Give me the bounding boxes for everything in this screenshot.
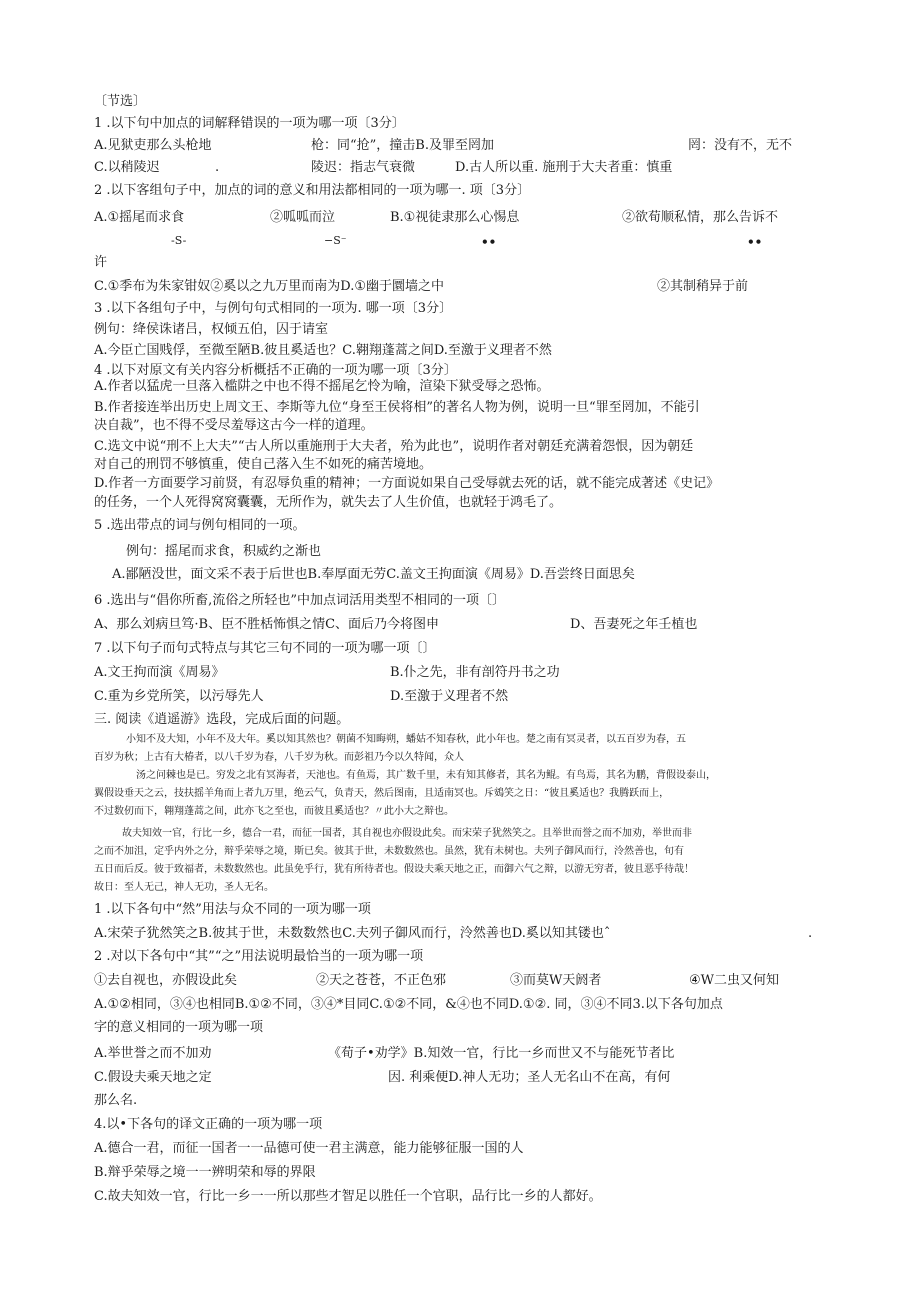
- option-text: A、那么刘病旦笃·B、臣不胜栝怖惧之情C、面后乃今将图申: [94, 617, 440, 632]
- option-text: D.古人所以重. 施刑于大夫者重：慎重: [455, 160, 673, 175]
- option-text: 罔：没有不，无不: [688, 138, 793, 153]
- question-stem: 6 .选出与“倡你所畜,流俗之所轻也”中加点词活用类型不相同的一项〔〕: [94, 593, 505, 608]
- question-stem: 3 .以下各组句子中，与例句句式相同的一项为. 哪一项〔3分〕: [94, 301, 453, 316]
- passage-line: 故日：至人无己，神人无功，圣人无名。: [94, 882, 274, 893]
- option-text: 陵迟：指志气衰微: [311, 160, 416, 175]
- question-stem: 字的意义相同的一项为哪一项: [94, 1020, 264, 1035]
- option-text: ②其制稍异于前: [657, 279, 749, 294]
- emphasis-marks: −S⁻: [324, 234, 347, 247]
- passage-line: 汤之问棘也是已。穷发之北有冥海者，天池也。有鱼焉，其广数千里，未有知其修者，其名为鲲。有鸟焉，其名为鹏，背假设泰山，: [136, 770, 716, 781]
- question-stem: 1 .以下各句中“然”用法与众不同的一项为哪一项: [94, 902, 371, 917]
- question-stem: 5 .选出带点的词与例句相同的一项。: [94, 518, 306, 533]
- example-sentence: 例句：绛侯诛诸吕，权倾五伯，囚于请室: [94, 322, 329, 337]
- trailing-mark: .: [808, 926, 813, 941]
- option-text: A.德合一君，而征一国者一一品德可使一君主满意，能力能够征服一国的人: [94, 1141, 524, 1156]
- option-text: 的任务，一个人死得窝窝囊囊，无所作为，就失去了人生价值，也就轻于鸿毛了。: [94, 495, 563, 510]
- option-text: B.作者接连举出历史上周文王、李斯等九位“身至王侯将相”的著名人物为例，说明一旦“罪至罔加，不能引: [94, 400, 700, 415]
- option-text: ①去自视也，亦假设此矣: [94, 973, 238, 988]
- emphasis-marks: -S-: [171, 234, 187, 247]
- option-text: 决自裁”，也不得不受尽羞辱这古今一样的道理。: [94, 418, 374, 433]
- option-text: A.见狱吏那么头枪地: [94, 138, 212, 153]
- option-text: A.文王拘而演《周易》: [94, 665, 225, 680]
- passage-line: 翼假设垂天之云，技扶摇羊角而上者九万里，绝云气，负青天，然后图南，且适南冥也。斥鴳笑之日：“彼且奚适也？我腾跃而上，: [94, 788, 670, 799]
- option-text: 枪：同“抢”，撞击B.及罪至罔加: [311, 138, 494, 153]
- passage-line: 百岁为秋；上古有大椿者，以八千岁为春，八千岁为秋。而彭祖乃今以久特闻，众人: [94, 752, 464, 763]
- option-text: B.①视徒隶那么心惕息: [390, 210, 520, 225]
- emphasis-dot: .: [215, 160, 220, 175]
- question-stem: 2 .以下客组句子中，加点的词的意义和用法都相同的一项为哪一. 项〔3分〕: [94, 183, 531, 198]
- option-text: C.重为乡党所笑，以污辱先人: [94, 689, 264, 704]
- option-text: 那么名.: [94, 1093, 138, 1108]
- option-text: A.今臣亡国贱俘，至微至陋B.彼且奚适也？C.翱翔蓬蒿之间D.至激于义理者不然: [94, 343, 552, 358]
- option-text: 因. 利乘便D.神人无功；圣人无名山不在高，有何: [388, 1070, 671, 1085]
- option-text: C.①季布为朱家钳奴②奚以之九万里而南为D.①幽于圜墙之中: [94, 279, 445, 294]
- question-stem: 4 .以下对原文有关内容分析概括不正确的一项为哪一项〔3分〕: [94, 363, 457, 378]
- option-text: D、吾妻死之年壬植也: [570, 617, 698, 632]
- option-text: ②天之苍苍，不正色邪: [316, 973, 447, 988]
- option-text: ③而莫W天阏者: [510, 973, 602, 988]
- option-text: A.作者以猛虎一旦落入槛阱之中也不得不摇尾乞怜为喻，渲染下狱受辱之恐怖。: [94, 379, 550, 394]
- option-text: 对自己的刑罚不够慎重，使自己落入生不如死的痛苦境地。: [94, 457, 433, 472]
- option-text: A.①②相同，③④也相同B.①②不同，③④*目同C.①②不同，&④也不同D.①②. 同，③④不同3.以下各句加点: [94, 997, 723, 1012]
- emphasis-marks: ••: [481, 235, 497, 249]
- passage-line: 不过数仞而下，翱翔蓬蒿之间，此亦飞之至也，而彼且奚适也？〃此小大之辩也。: [94, 806, 454, 817]
- passage-line: 故夫知效一官，行比一乡，德合一君，而征一国者，其自视也亦假设此矣。而宋荣子犹然笑之。且举世而誉之而不加劝，举世而非: [122, 828, 692, 839]
- option-text: D.至激于义理者不然: [390, 689, 509, 704]
- option-text: ②欲荀顺私情，那么告诉不: [622, 210, 779, 225]
- option-text: B.辩乎荣辱之境一一辨明荣和辱的界限: [94, 1165, 316, 1180]
- option-text: D.作者一方面要学习前贤，有忍辱负重的精神；一方面说如果自己受辱就去死的话，就不能完成著述《史记》: [94, 476, 720, 491]
- question-stem: 4.以•下各句的译文正确的一项为哪一项: [94, 1117, 323, 1132]
- option-text: 《荀子•劝学》B.知效一官，行比一乡而世又不与能死节者比: [328, 1046, 675, 1061]
- example-sentence: 例句：摇尾而求食，积威约之渐也: [126, 544, 322, 559]
- option-text: C.以稍陵迟: [94, 160, 160, 175]
- passage-line: 之而不加沮，定乎内外之分，辩乎荣辱之境，斯已矣。彼其于世，未数数然也。虽然，犹有未树也。夫列子御风而行，泠然善也，旬有: [94, 846, 684, 857]
- option-text: A.宋荣子犹然笑之B.彼其于世，未数数然也C.夫列子御风而行，泠然善也D.奚以知其镂也ˆ: [94, 926, 611, 941]
- option-text: ④W二虫又何知: [689, 973, 780, 988]
- passage-line: 五日而后反。彼于致福者，未数数然也。此虽免乎行，犹有所待者也。假设夫乘天地之正，而御六气之辩，以游无穷者，彼且恶乎待哉！: [94, 864, 694, 875]
- option-text: C.故夫知效一官，行比一乡一一所以那些才智足以胜任一个官职，品行比一乡的人都好。: [94, 1189, 602, 1204]
- section-heading: 三. 阅读《逍遥游》选段，完成后面的问题。: [94, 712, 350, 727]
- option-text: A.举世誉之而不加劝: [94, 1046, 212, 1061]
- option-text: C.选文中说“刑不上大夫”“古人所以重施刑于大夫者，殆为此也”，说明作者对朝廷充满着怨恨，因为朝廷: [94, 439, 694, 454]
- option-text: 许: [94, 255, 108, 270]
- option-text: B.仆之先，非有剖符丹书之功: [390, 665, 560, 680]
- option-text: A.①摇尾而求食: [94, 210, 185, 225]
- passage-line: 小知不及大知，小年不及大年。奚以知其然也？朝菌不知晦朔，蟠姑不知春秋，此小年也。楚之南有冥灵者，以五百岁为春，五: [126, 734, 686, 745]
- question-stem: 7 .以下句子而句式特点与其它三句不同的一项为哪一项〔〕: [94, 641, 436, 656]
- option-text: A.鄙陋没世，面文采不表于后世也B.奉厚面无劳C.盖文王拘面演《周易》D.吾尝终日面思矣: [112, 567, 635, 582]
- section-header: 〔节选〕: [94, 94, 147, 109]
- option-text: ②呱呱而泣: [270, 210, 336, 225]
- question-stem: 2 .对以下各句中“其”“之”用法说明最恰当的一项为哪一项: [94, 949, 424, 964]
- emphasis-marks: ••: [747, 235, 763, 249]
- option-text: C.假设夫乘天地之定: [94, 1070, 212, 1085]
- question-stem: 1 .以下句中加点的词解释错误的一项为哪一项〔3分〕: [94, 116, 405, 131]
